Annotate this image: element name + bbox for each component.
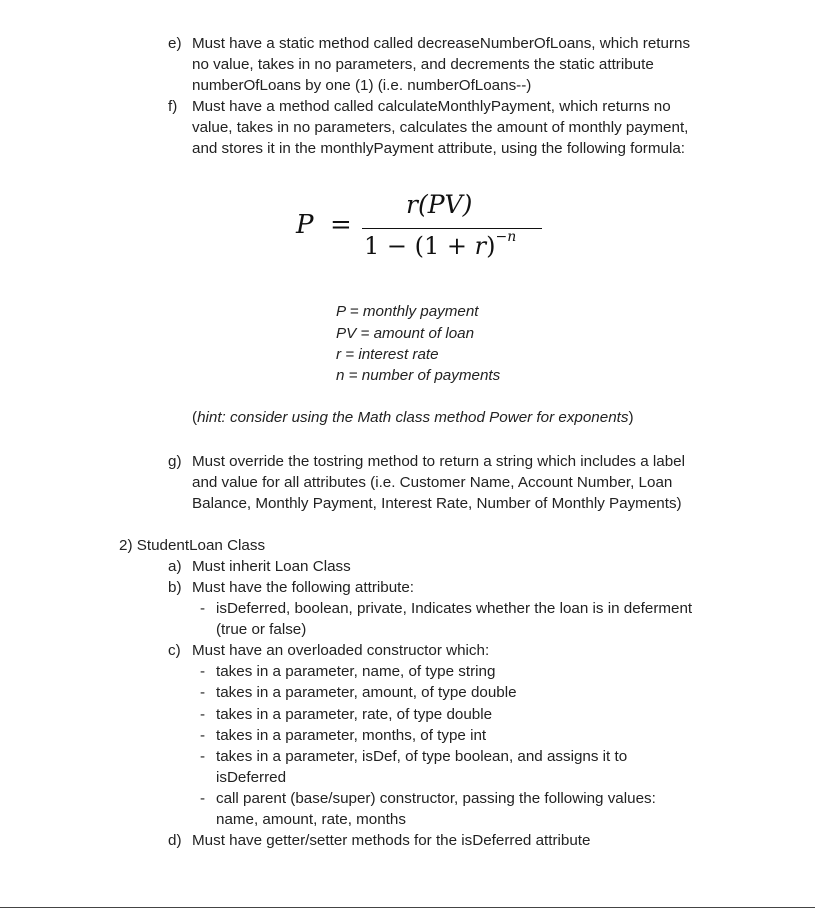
bullet-dash: - — [200, 663, 206, 680]
monthly-payment-formula — [296, 190, 556, 270]
bullet-dash: - — [200, 748, 206, 765]
item-2c-text: Must have an overloaded constructor which: — [192, 642, 490, 659]
item-marker-f: f) — [168, 98, 178, 115]
bullet-dash: - — [200, 600, 206, 617]
bullet-param-rate: takes in a parameter, rate, of type double — [216, 706, 493, 723]
bullet-isdeferred-line-1: isDeferred, boolean, private, Indicates whether the loan is in deferment — [216, 600, 693, 617]
bullet-isdeferred-line-2: (true or false) — [216, 621, 307, 638]
bullet-dash: - — [200, 684, 206, 701]
hint-note: (hint: consider using the Math class method Power for exponents) — [192, 409, 634, 426]
item-g-line-3: Balance, Monthly Payment, Interest Rate, Number of Monthly Payments) — [192, 495, 682, 512]
bullet-param-amount: takes in a parameter, amount, of type double — [216, 684, 517, 701]
page-bottom-divider — [0, 907, 815, 908]
item-marker-g: g) — [168, 453, 182, 470]
formula-numerator: r(PV) — [406, 190, 473, 219]
item-e-line-3: numberOfLoans by one (1) (i.e. numberOfLoans--) — [192, 77, 532, 94]
item-e-line-1: Must have a static method called decreaseNumberOfLoans, which returns — [192, 35, 691, 52]
item-marker-2d: d) — [168, 832, 182, 849]
bullet-param-months: takes in a parameter, months, of type int — [216, 727, 487, 744]
bullet-super-call-line-2: name, amount, rate, months — [216, 811, 406, 828]
bullet-dash: - — [200, 706, 206, 723]
legend-pv: PV = amount of loan — [336, 325, 475, 342]
formula-lhs: P — [296, 210, 314, 240]
item-f-line-2: value, takes in no parameters, calculates the amount of monthly payment, — [192, 119, 689, 136]
legend-p: P = monthly payment — [336, 303, 479, 320]
item-2a-text: Must inherit Loan Class — [192, 558, 351, 575]
formula-denominator: $1 - (1 + r)^{-n}$ — [364, 229, 517, 260]
item-g-line-2: and value for all attributes (i.e. Customer Name, Account Number, Loan — [192, 474, 673, 491]
item-2d-text: Must have getter/setter methods for the isDeferred attribute — [192, 832, 591, 849]
item-f-line-3: and stores it in the monthlyPayment attribute, using the following formula: — [192, 140, 686, 157]
item-marker-2c: c) — [168, 642, 181, 659]
legend-n: n = number of payments — [336, 367, 501, 384]
item-e-line-2: no value, takes in no parameters, and decrements the static attribute — [192, 56, 654, 73]
item-marker-e: e) — [168, 35, 182, 52]
bullet-dash: - — [200, 790, 206, 807]
legend-r: r = interest rate — [336, 346, 439, 363]
item-f-line-1: Must have a method called calculateMonthlyPayment, which returns no — [192, 98, 671, 115]
item-g-line-1: Must override the tostring method to return a string which includes a label — [192, 453, 686, 470]
formula-equals: = — [330, 210, 352, 240]
bullet-super-call-line-1: call parent (base/super) constructor, passing the following values: — [216, 790, 656, 807]
bullet-param-isdef-line-1: takes in a parameter, isDef, of type boolean, and assigns it to — [216, 748, 628, 765]
bullet-dash: - — [200, 727, 206, 744]
item-2b-text: Must have the following attribute: — [192, 579, 415, 596]
section-2-heading: 2) StudentLoan Class — [119, 537, 266, 554]
item-marker-2a: a) — [168, 558, 182, 575]
bullet-param-name: takes in a parameter, name, of type string — [216, 663, 496, 680]
item-marker-2b: b) — [168, 579, 182, 596]
bullet-param-isdef-line-2: isDeferred — [216, 769, 287, 786]
